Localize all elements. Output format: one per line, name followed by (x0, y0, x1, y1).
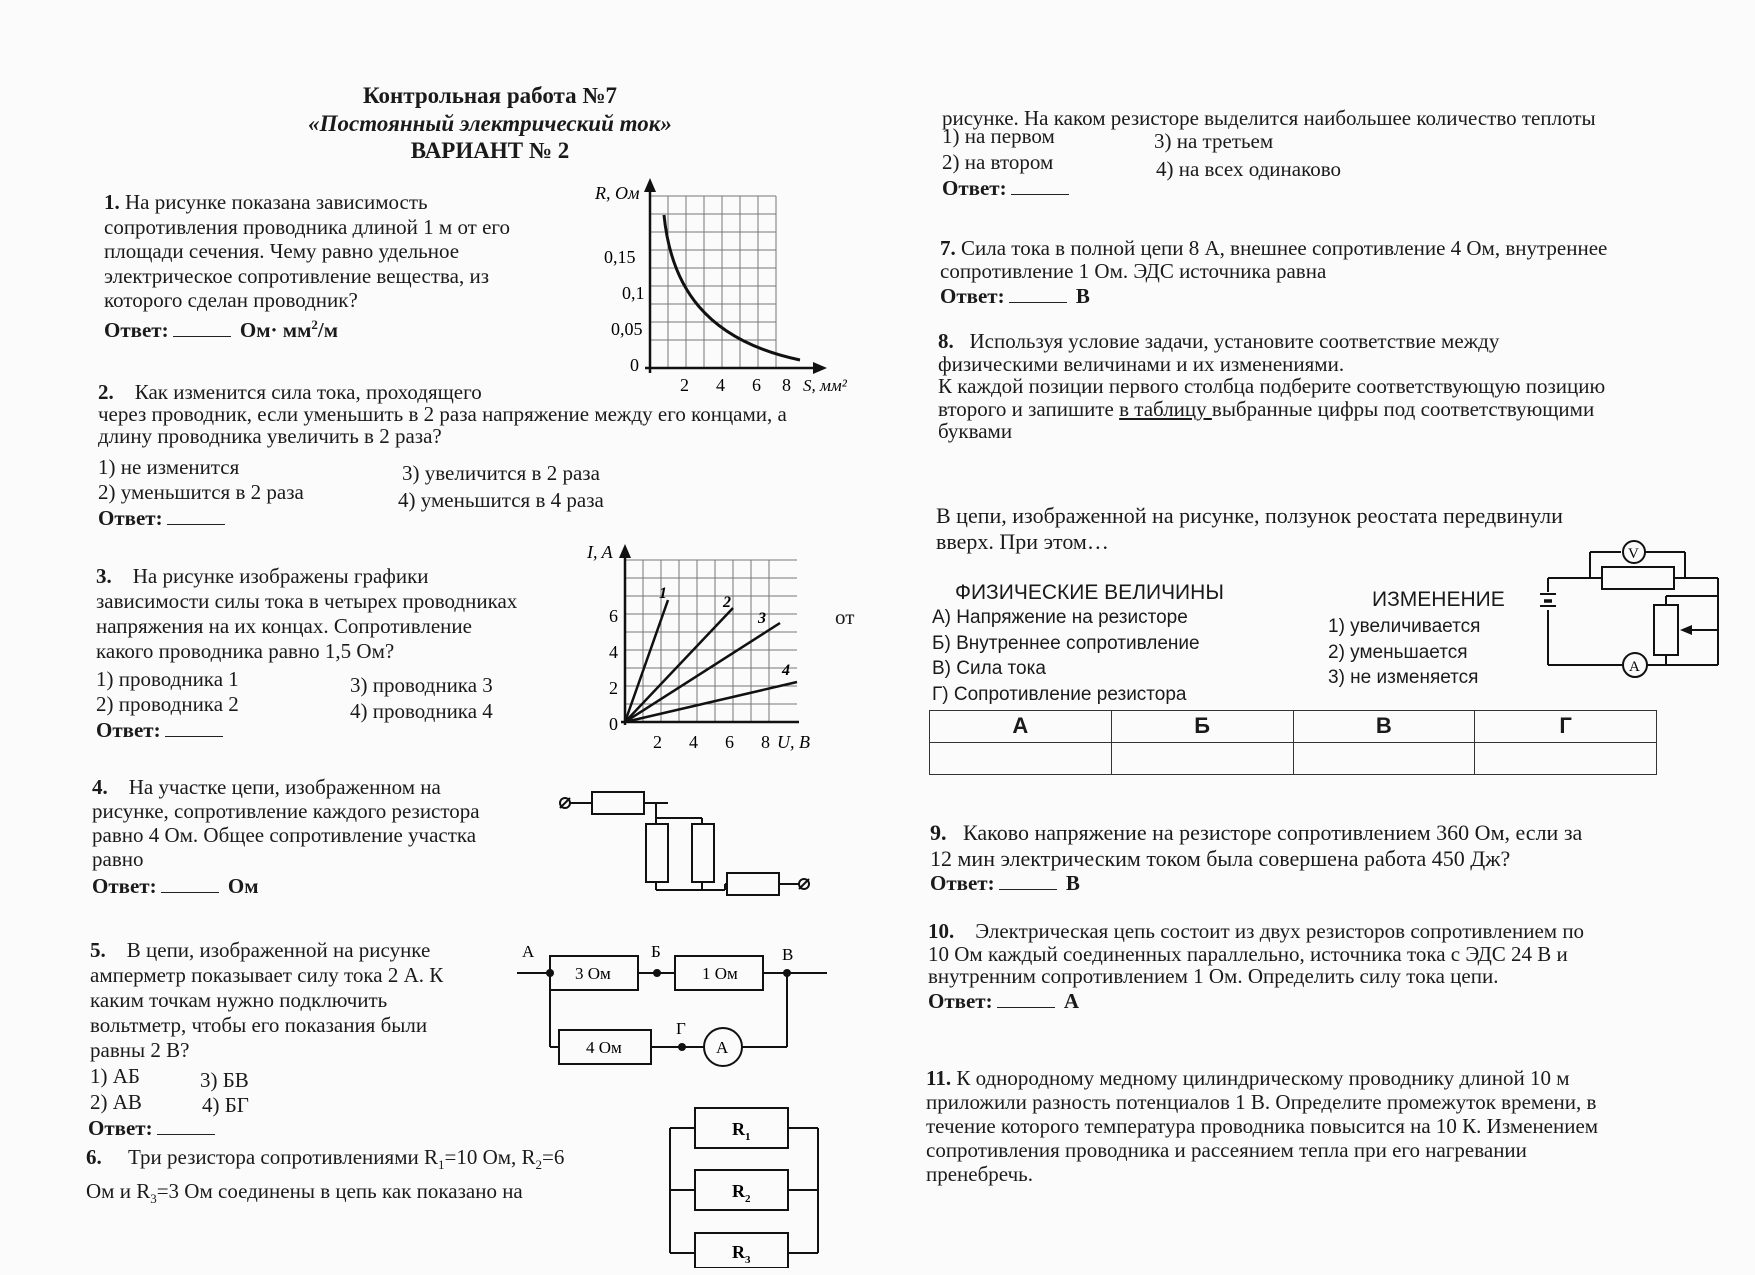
question-text-line: В цепи, изображенной на рисунке (126, 938, 431, 962)
y-tick: 0 (630, 355, 639, 375)
answer-table (929, 710, 1657, 775)
node-label-v: В (782, 945, 794, 964)
option-2[interactable]: 2) на втором (942, 150, 1054, 174)
y-axis-label: I, A (587, 542, 613, 562)
answer-label: Ответ: (104, 317, 169, 342)
resistor-r1-label: $R_1$ (732, 1119, 751, 1143)
question-9 (930, 820, 1582, 894)
series-label-2: 2 (723, 594, 731, 611)
table-header-cell: Г (1475, 711, 1657, 743)
y-axis-label: R, Ом (595, 183, 640, 203)
resistor-label: 1 Ом (702, 964, 738, 983)
current-voltage-chart (585, 540, 825, 755)
answer-line (940, 285, 1607, 308)
option-2[interactable]: 2) проводника 2 (96, 692, 239, 716)
question-text-line: сопротивления проводника и рассеянием тепла при его нагревании (926, 1138, 1527, 1162)
question-text-line: сопротивление 1 Ом. ЭДС источника равна (940, 259, 1327, 283)
x-tick: 4 (689, 732, 698, 752)
question-text-line: 10 Ом каждый соединенных параллельно, источника тока с ЭДС 24 В и (928, 941, 1568, 966)
question-text-line: равно 4 Ом. Общее сопротивление участка (92, 823, 477, 847)
answer-label: Ответ: (930, 871, 995, 895)
series-line-4 (625, 682, 797, 722)
question-text-line: На участке цепи, изображенном на (128, 775, 441, 799)
question-text-line: Сила тока в полной цепи 8 А, внешнее сопротивление 4 Ом, внутреннее (961, 236, 1608, 260)
y-tick: 6 (609, 606, 618, 626)
series-line-3 (625, 623, 780, 722)
quantities-column-title: ФИЗИЧЕСКИЕ ВЕЛИЧИНЫ (955, 581, 1224, 604)
option-3[interactable]: 3) проводника 3 (350, 673, 493, 697)
resistor-r2-label: $R_2$ (732, 1181, 751, 1205)
x-tick: 6 (752, 375, 761, 395)
chart-grid (650, 196, 776, 368)
answer-line (942, 176, 1073, 201)
right-column (900, 0, 1755, 1275)
x-tick: 8 (782, 375, 791, 395)
x-tick: 2 (653, 732, 662, 752)
question-number: 1. (104, 190, 120, 214)
quantity-item: Б) Внутреннее сопротивление (932, 632, 1200, 654)
y-axis-arrow (619, 544, 631, 558)
node-label-a: А (522, 942, 535, 961)
page-title: Контрольная работа №7 (363, 83, 617, 108)
subscript: 1 (437, 1157, 445, 1173)
table-header-cell: А (930, 711, 1112, 743)
question-text-line: внутренним сопротивлением 1 Ом. Определить силу тока цепи. (928, 964, 1499, 988)
answer-label: Ответ: (942, 176, 1007, 200)
variant-label: ВАРИАНТ № 2 (410, 138, 570, 164)
question-text-line: сопротивления проводника длиной 1 м от его (104, 214, 511, 239)
answer-blank[interactable] (165, 721, 223, 737)
table-answer-cell[interactable] (1111, 743, 1293, 775)
table-header-cell: В (1293, 711, 1475, 743)
answer-unit: Ом (227, 874, 259, 898)
resistor-r3-label: $R_3$ (732, 1242, 751, 1266)
worksheet-header (280, 82, 700, 165)
question-text-line: течение которого температура проводника повысится на 10 К. Изменением (926, 1114, 1599, 1138)
answer-blank[interactable] (1011, 179, 1069, 195)
question-text: выбранные цифры под соответствующими (1211, 396, 1595, 421)
option-3[interactable]: 3) БВ (200, 1068, 249, 1092)
option-4[interactable]: 4) БГ (202, 1093, 249, 1117)
question-8-condition (936, 503, 1563, 555)
answer-label: Ответ: (96, 718, 161, 742)
resistor-1 (592, 792, 644, 814)
y-tick: 0,1 (622, 283, 645, 303)
option-1[interactable]: 1) АБ (90, 1064, 140, 1088)
answer-unit-sup: 2 (311, 316, 318, 332)
changes-column-title: ИЗМЕНЕНИЕ (1372, 588, 1505, 611)
series-label-1: 1 (659, 585, 667, 602)
answer-label: Ответ: (928, 988, 993, 1013)
question-text: =6 (542, 1145, 565, 1169)
x-tick: 6 (725, 732, 734, 752)
question-text-line: которого сделан проводник? (104, 288, 358, 312)
table-answer-cell[interactable] (930, 743, 1112, 775)
answer-unit: В (1065, 871, 1080, 895)
y-tick: 2 (609, 678, 618, 698)
rheostat-circuit-diagram (1540, 540, 1745, 685)
series-label-3: 3 (758, 610, 766, 627)
resistance-area-chart (585, 178, 865, 403)
question-text-line: На рисунке показана зависимость (125, 190, 428, 214)
table-header-row (930, 711, 1657, 743)
question-number: 2. (98, 380, 114, 404)
answer-blank[interactable] (161, 877, 219, 893)
question-text-line: Электрическая цепь состоит из двух резисторов сопротивлением по (975, 919, 1585, 943)
answer-line (928, 990, 1584, 1013)
quantities-list (932, 605, 1200, 707)
y-tick: 4 (609, 642, 618, 662)
y-tick: 0,15 (604, 247, 636, 267)
resistance-curve (664, 215, 800, 360)
question-3 (96, 564, 517, 664)
condition-line: вверх. При этом… (936, 529, 1109, 554)
rheostat-slider (1680, 625, 1692, 635)
ammeter-label: A (1629, 659, 1640, 675)
question-text-line: К однородному медному цилиндрическому проводнику длиной 10 м (956, 1066, 1570, 1090)
answer-line (98, 506, 229, 531)
answer-blank[interactable] (157, 1119, 215, 1135)
question-text: второго и запишите (938, 396, 1120, 421)
page-subtitle: «Постоянный электрический ток» (308, 110, 672, 136)
option-4[interactable]: 4) на всех одинаково (1156, 157, 1342, 181)
question-4 (92, 775, 480, 898)
chart-grid (625, 560, 797, 722)
question-11 (926, 1066, 1598, 1186)
question-8 (938, 330, 1605, 443)
answer-unit: А (1063, 988, 1080, 1013)
resistor-label: 3 Ом (575, 964, 611, 983)
question-text: Три резистора сопротивлениями R (128, 1145, 438, 1169)
option-1[interactable]: 1) не изменится (98, 455, 240, 479)
answer-blank[interactable] (173, 321, 231, 337)
answer-line (104, 313, 510, 343)
table-answer-row (930, 743, 1657, 775)
option-2[interactable]: 2) уменьшится в 2 раза (98, 480, 304, 504)
option-4[interactable]: 4) уменьшится в 4 раза (398, 488, 604, 512)
change-item: 1) увеличивается (1328, 616, 1481, 637)
question-text-line: каким точкам нужно подключить (90, 988, 388, 1012)
question-number: 9. (930, 820, 947, 845)
change-item: 2) уменьшается (1328, 641, 1468, 663)
subscript: 3 (150, 1191, 157, 1207)
quantity-item: Г) Сопротивление резистора (932, 683, 1187, 705)
change-item: 3) не изменяется (1328, 667, 1479, 688)
voltmeter-label: V (1628, 546, 1639, 562)
question-text: =3 Ом соединены в цепь как показано на (156, 1179, 523, 1204)
resistor-3 (692, 824, 714, 882)
question-number: 3. (96, 564, 112, 588)
question-text: Ом и R (86, 1179, 151, 1204)
y-tick: 0,05 (611, 319, 643, 339)
question-text-line: пренебречь. (926, 1162, 1033, 1186)
battery (1540, 594, 1556, 606)
question-number: 7. (940, 236, 956, 260)
question-number: 10. (928, 919, 955, 943)
answer-line (930, 872, 1582, 894)
answer-label: Ответ: (92, 874, 157, 898)
option-4[interactable]: 4) проводника 4 (350, 699, 493, 723)
node-label-g: Г (676, 1019, 686, 1038)
option-3[interactable]: 3) увеличится в 2 раза (402, 461, 600, 485)
resistor (1602, 567, 1674, 589)
question-text-line: равны 2 В? (90, 1038, 190, 1062)
resistor-network-diagram (555, 780, 815, 910)
question-text-line: равно (92, 847, 144, 871)
answer-line (88, 1116, 219, 1141)
table-header-cell: Б (1111, 711, 1293, 743)
question-text-line: длину проводника увеличить в 2 раза? (98, 424, 442, 448)
question-text-line: буквами (938, 419, 1013, 443)
answer-unit: Ом· мм (239, 317, 312, 342)
option-3[interactable]: 3) на третьем (1154, 129, 1274, 153)
ammeter-circuit-diagram (512, 940, 837, 1075)
question-number: 8. (938, 329, 954, 353)
question-6 (86, 1144, 564, 1212)
y-tick: 0 (609, 714, 618, 734)
table-answer-cell[interactable] (1475, 743, 1657, 775)
question-text: =10 Ом, R (444, 1145, 536, 1169)
question-text-line: через проводник, если уменьшить в 2 раза напряжение между его концами, а (98, 402, 787, 426)
answer-blank[interactable] (999, 874, 1057, 890)
option-1[interactable]: 1) на первом (942, 124, 1055, 148)
question-number: 5. (90, 938, 106, 962)
quantity-item: В) Сила тока (932, 658, 1046, 679)
y-axis-arrow (644, 178, 656, 192)
answer-line (92, 874, 480, 898)
answer-blank[interactable] (1009, 287, 1067, 303)
quantity-item: А) Напряжение на резисторе (932, 607, 1188, 628)
answer-line (96, 718, 227, 743)
answer-unit: В (1075, 284, 1090, 308)
changes-list (1328, 614, 1480, 691)
question-text-line: Каково напряжение на резисторе сопротивлением 360 Ом, если за (963, 820, 1583, 845)
question-number: 6. (86, 1145, 102, 1169)
question-text-line: электрическое сопротивление вещества, из (104, 263, 490, 288)
question-text-line: физическими величинами и их изменениями. (938, 351, 1345, 376)
answer-blank[interactable] (997, 992, 1055, 1008)
parallel-resistors-diagram (660, 1098, 830, 1268)
node-label-b: Б (651, 942, 661, 961)
table-answer-cell[interactable] (1293, 743, 1475, 775)
question-text-line: рисунке, сопротивление каждого резистора (92, 799, 480, 823)
x-axis-label: S, мм² (803, 376, 847, 395)
option-2[interactable]: 2) АВ (90, 1090, 142, 1114)
answer-blank[interactable] (167, 509, 225, 525)
question-number: 11. (926, 1066, 952, 1090)
question-10 (928, 920, 1584, 1012)
question-text-line: напряжения на их концах. Сопротивление (96, 614, 472, 638)
ammeter-label: A (716, 1038, 729, 1057)
answer-label: Ответ: (88, 1116, 153, 1140)
question-text-line: вольтметр, чтобы его показания были (90, 1013, 428, 1037)
question-text-line: какого проводника равно 1,5 Ом? (96, 639, 395, 663)
question-text-line: амперметр показывает силу тока 2 А. К (90, 963, 444, 987)
question-text-line: приложили разность потенциалов 1 В. Определите промежуток времени, в (926, 1090, 1597, 1114)
option-1[interactable]: 1) проводника 1 (96, 667, 239, 691)
resistor-4 (727, 873, 779, 895)
question-6-continuation: рисунке. На каком резисторе выделится наибольшее количество теплоты (942, 106, 1596, 130)
subscript: 2 (535, 1157, 543, 1173)
question-5 (90, 938, 443, 1063)
answer-label: Ответ: (940, 284, 1005, 308)
answer-label: Ответ: (98, 506, 163, 530)
question-1 (104, 190, 510, 342)
x-tick: 2 (680, 375, 689, 395)
question-text-line: зависимости силы тока в четырех проводниках (96, 589, 518, 613)
question-text-line: 12 мин электрическим током была совершена работа 450 Дж? (930, 846, 1511, 871)
rheostat (1654, 605, 1678, 655)
x-tick: 4 (716, 375, 725, 395)
question-text-line: Как изменится сила тока, проходящего (134, 380, 482, 404)
question-text-line: площади сечения. Чему равно удельное (104, 239, 460, 263)
question-2 (98, 381, 787, 447)
x-axis-label: U, В (777, 732, 810, 752)
question-text-line: На рисунке изображены графики (132, 564, 429, 588)
x-axis-arrow (813, 362, 827, 374)
condition-line: В цепи, изображенной на рисунке, ползунок реостата передвинули (936, 503, 1563, 528)
resistor-2 (646, 824, 668, 882)
resistor-label: 4 Ом (586, 1038, 622, 1057)
question-text-line: Используя условие задачи, установите соответствие между (969, 329, 1500, 353)
table-reference: в таблицу (1119, 396, 1212, 421)
question-number: 4. (92, 775, 108, 799)
x-tick: 8 (761, 732, 770, 752)
question-text-line: К каждой позиции первого столбца подберите соответствующую позицию (938, 374, 1606, 398)
answer-unit-tail: /м (317, 317, 339, 342)
side-word: от (835, 605, 855, 629)
series-label-4: 4 (782, 662, 790, 679)
question-7 (940, 237, 1607, 308)
